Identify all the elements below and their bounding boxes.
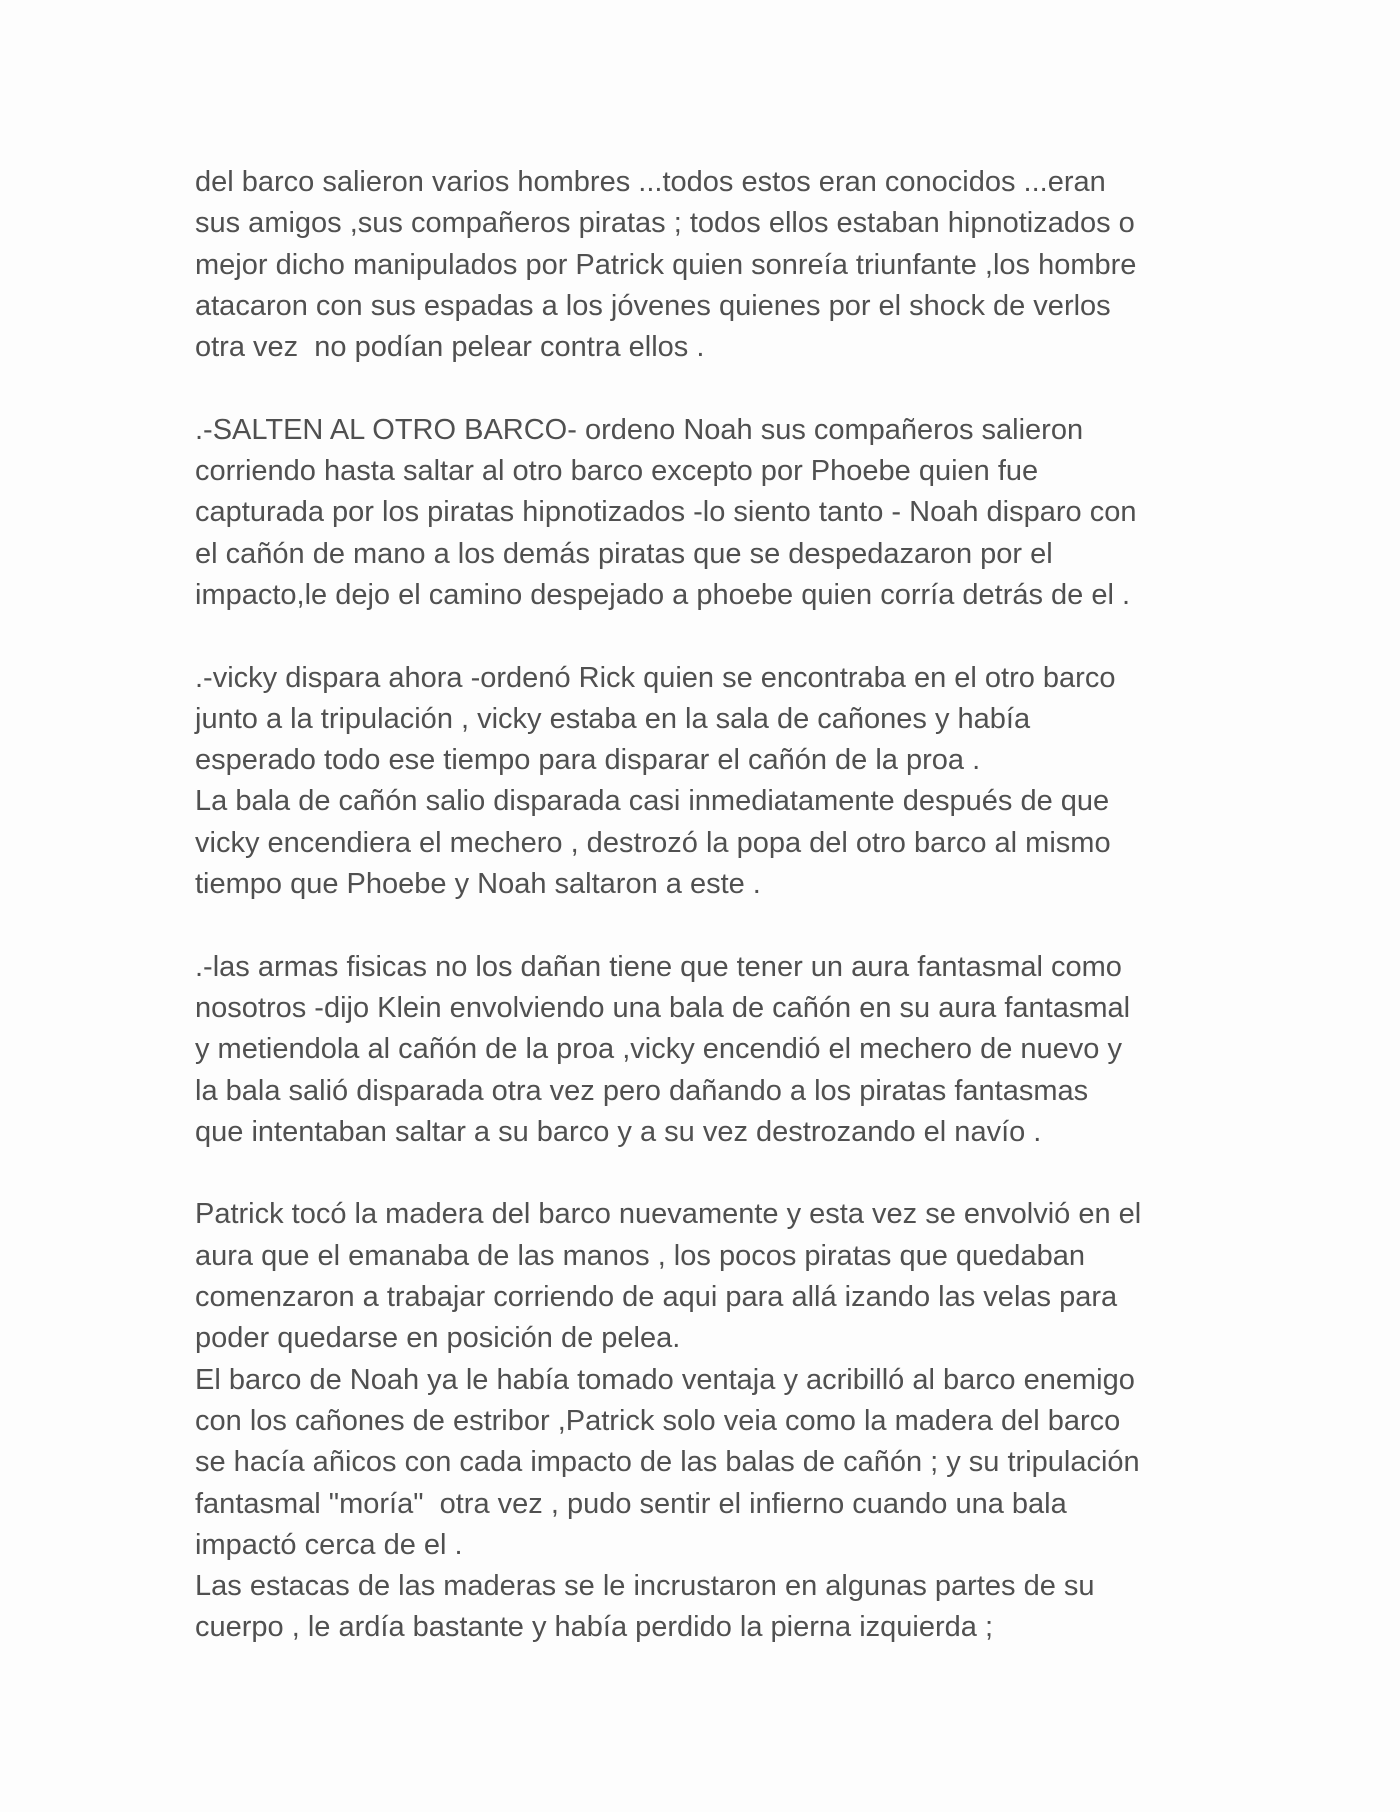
text-line: El barco de Noah ya le había tomado ventaja y acribilló al barco enemigo (195, 1363, 1135, 1396)
text-line: nosotros -dijo Klein envolviendo una bala de cañón en su aura fantasmal (195, 991, 1131, 1024)
text-line: del barco salieron varios hombres ...todos estos eran conocidos ...eran (195, 166, 1106, 198)
text-line: atacaron con sus espadas a los jóvenes quienes por el shock de verlos (195, 289, 1111, 322)
text-line: impactó cerca de el . (195, 1528, 463, 1561)
text-line: la bala salió disparada otra vez pero dañando a los piratas fantasmas (195, 1074, 1089, 1107)
text-line: vicky encendiera el mechero , destrozó la popa del otro barco al mismo (195, 826, 1111, 859)
text-line: La bala de cañón salio disparada casi inmediatamente después de que (195, 785, 1110, 818)
text-line: junto a la tripulación , vicky estaba en la sala de cañones y había (195, 702, 1031, 735)
text-line: sus amigos ,sus compañeros piratas ; todos ellos estaban hipnotizados o (195, 207, 1135, 240)
text-line: cuerpo , le ardía bastante y había perdido la pierna izquierda ; (195, 1611, 994, 1644)
text-line: otra vez no podían pelear contra ellos . (195, 331, 705, 364)
text-line: capturada por los piratas hipnotizados -lo siento tanto - Noah disparo con (195, 496, 1137, 529)
text-line: que intentaban saltar a su barco y a su vez destrozando el navío . (195, 1115, 1042, 1148)
body-text (195, 162, 1215, 1649)
text-line: impacto,le dejo el camino despejado a phoebe quien corría detrás de el . (195, 578, 1131, 611)
text-line: comenzaron a trabajar corriendo de aqui para allá izando las velas para (195, 1281, 1118, 1314)
text-line: esperado todo ese tiempo para disparar el cañón de la proa . (195, 744, 981, 777)
text-line: poder quedarse en posición de pelea. (195, 1322, 681, 1355)
text-line: el cañón de mano a los demás piratas que se despedazaron por el (195, 537, 1053, 570)
text-line: fantasmal "moría" otra vez , pudo sentir el infierno cuando una bala (195, 1487, 1067, 1520)
text-line: se hacía añicos con cada impacto de las balas de cañón ; y su tripulación (195, 1446, 1140, 1479)
paragraph-gap (195, 368, 1215, 409)
text-line: .-vicky dispara ahora -ordenó Rick quien se encontraba en el otro barco (195, 661, 1116, 694)
text-line: Patrick tocó la madera del barco nuevamente y esta vez se envolvió en el (195, 1198, 1142, 1231)
text-line: con los cañones de estribor ,Patrick solo veia como la madera del barco (195, 1404, 1121, 1437)
text-line: Las estacas de las maderas se le incrustaron en algunas partes de su (195, 1570, 1095, 1603)
paragraph-gap (195, 905, 1215, 946)
text-line: aura que el emanaba de las manos , los pocos piratas que quedaban (195, 1239, 1085, 1272)
text-line: y metiendola al cañón de la proa ,vicky encendió el mechero de nuevo y (195, 1033, 1122, 1066)
text-line: corriendo hasta saltar al otro barco excepto por Phoebe quien fue (195, 455, 1039, 488)
text-line: mejor dicho manipulados por Patrick quien sonreía triunfante ,los hombre (195, 248, 1137, 281)
text-line: tiempo que Phoebe y Noah saltaron a este . (195, 868, 761, 901)
text-line: .-las armas fisicas no los dañan tiene que tener un aura fantasmal como (195, 950, 1122, 983)
paragraph-gap (195, 1153, 1215, 1194)
paragraph-gap (195, 616, 1215, 657)
text-line: .-SALTEN AL OTRO BARCO- ordeno Noah sus compañeros salieron (195, 413, 1084, 446)
